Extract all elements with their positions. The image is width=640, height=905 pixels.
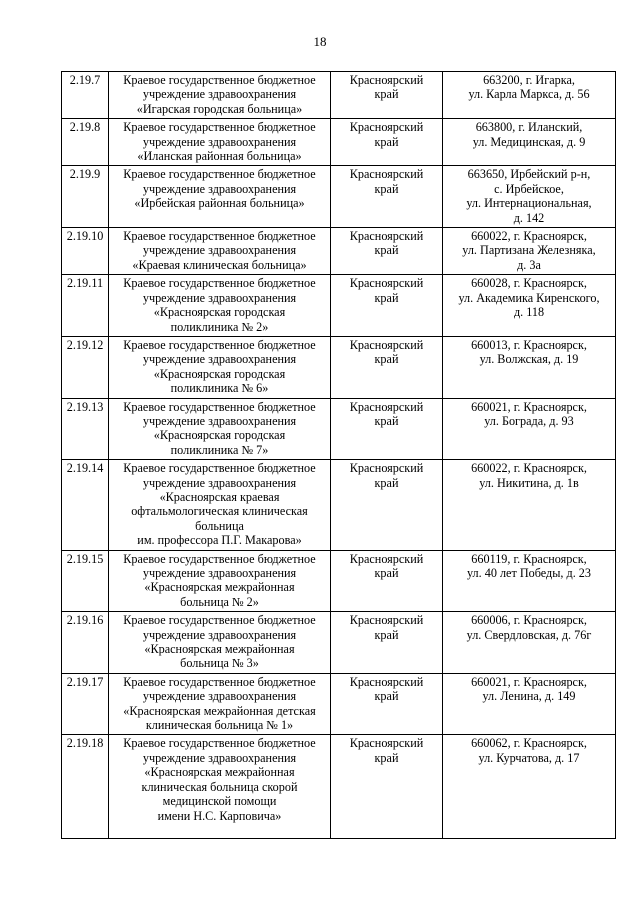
table-row xyxy=(62,735,616,839)
region: Красноярский край xyxy=(331,166,443,228)
row-number: 2.19.7 xyxy=(62,72,109,119)
region: Красноярский край xyxy=(331,735,443,839)
institution-name: Краевое государственное бюджетное учреждение здравоохранения «Красноярская межрайонная больница № 2» xyxy=(109,550,331,612)
region: Красноярский край xyxy=(331,460,443,550)
table-row xyxy=(62,398,616,460)
table-row xyxy=(62,550,616,612)
institution-name: Краевое государственное бюджетное учреждение здравоохранения «Красноярская межрайонная детская клиническая больница № 1» xyxy=(109,673,331,735)
row-number: 2.19.13 xyxy=(62,398,109,460)
row-number: 2.19.16 xyxy=(62,612,109,674)
institution-name: Краевое государственное бюджетное учреждение здравоохранения «Красноярская городская поликлиника № 7» xyxy=(109,398,331,460)
address: 663800, г. Иланский, ул. Медицинская, д. 9 xyxy=(443,119,616,166)
region: Красноярский край xyxy=(331,72,443,119)
address: 660006, г. Красноярск, ул. Свердловская, д. 76г xyxy=(443,612,616,674)
region: Красноярский край xyxy=(331,119,443,166)
table-row xyxy=(62,119,616,166)
row-number: 2.19.17 xyxy=(62,673,109,735)
address: 660062, г. Красноярск, ул. Курчатова, д. 17 xyxy=(443,735,616,839)
region: Красноярский край xyxy=(331,550,443,612)
row-number: 2.19.8 xyxy=(62,119,109,166)
institution-name: Краевое государственное бюджетное учреждение здравоохранения «Игарская городская больница» xyxy=(109,72,331,119)
address: 663200, г. Игарка, ул. Карла Маркса, д. 56 xyxy=(443,72,616,119)
address: 660021, г. Красноярск, ул. Бограда, д. 93 xyxy=(443,398,616,460)
address: 660013, г. Красноярск, ул. Волжская, д. 19 xyxy=(443,336,616,398)
institutions-table-body xyxy=(62,72,616,839)
table-row xyxy=(62,612,616,674)
institution-name: Краевое государственное бюджетное учреждение здравоохранения «Краевая клиническая больница» xyxy=(109,228,331,275)
institutions-table xyxy=(61,71,616,839)
institution-name: Краевое государственное бюджетное учреждение здравоохранения «Красноярская межрайонная больница № 3» xyxy=(109,612,331,674)
table-row xyxy=(62,166,616,228)
table-row xyxy=(62,460,616,550)
institution-name: Краевое государственное бюджетное учреждение здравоохранения «Красноярская межрайонная клиническая больница скорой медицинской помощи имени Н.С. Карповича» xyxy=(109,735,331,839)
table-row xyxy=(62,275,616,337)
row-number: 2.19.18 xyxy=(62,735,109,839)
table-row xyxy=(62,673,616,735)
region: Красноярский край xyxy=(331,612,443,674)
institution-name: Краевое государственное бюджетное учреждение здравоохранения «Красноярская городская поликлиника № 2» xyxy=(109,275,331,337)
address: 660021, г. Красноярск, ул. Ленина, д. 149 xyxy=(443,673,616,735)
institution-name: Краевое государственное бюджетное учреждение здравоохранения «Красноярская городская поликлиника № 6» xyxy=(109,336,331,398)
region: Красноярский край xyxy=(331,336,443,398)
page-number: 18 xyxy=(313,34,327,49)
institution-name: Краевое государственное бюджетное учреждение здравоохранения «Ирбейская районная больница» xyxy=(109,166,331,228)
institution-name: Краевое государственное бюджетное учреждение здравоохранения «Красноярская краевая офтальмологическая клиническая больница им. профессора П.Г. Макарова» xyxy=(109,460,331,550)
address: 660022, г. Красноярск, ул. Никитина, д. 1в xyxy=(443,460,616,550)
row-number: 2.19.14 xyxy=(62,460,109,550)
region: Красноярский край xyxy=(331,228,443,275)
region: Красноярский край xyxy=(331,398,443,460)
region: Красноярский край xyxy=(331,673,443,735)
address: 660028, г. Красноярск, ул. Академика Киренского, д. 118 xyxy=(443,275,616,337)
institution-name: Краевое государственное бюджетное учреждение здравоохранения «Иланская районная больница» xyxy=(109,119,331,166)
table-row xyxy=(62,336,616,398)
address: 660022, г. Красноярск, ул. Партизана Железняка, д. 3а xyxy=(443,228,616,275)
row-number: 2.19.12 xyxy=(62,336,109,398)
table-row xyxy=(62,228,616,275)
address: 660119, г. Красноярск, ул. 40 лет Победы, д. 23 xyxy=(443,550,616,612)
table-row xyxy=(62,72,616,119)
row-number: 2.19.11 xyxy=(62,275,109,337)
address: 663650, Ирбейский р-н, с. Ирбейское, ул. Интернациональная, д. 142 xyxy=(443,166,616,228)
region: Красноярский край xyxy=(331,275,443,337)
row-number: 2.19.10 xyxy=(62,228,109,275)
row-number: 2.19.9 xyxy=(62,166,109,228)
row-number: 2.19.15 xyxy=(62,550,109,612)
